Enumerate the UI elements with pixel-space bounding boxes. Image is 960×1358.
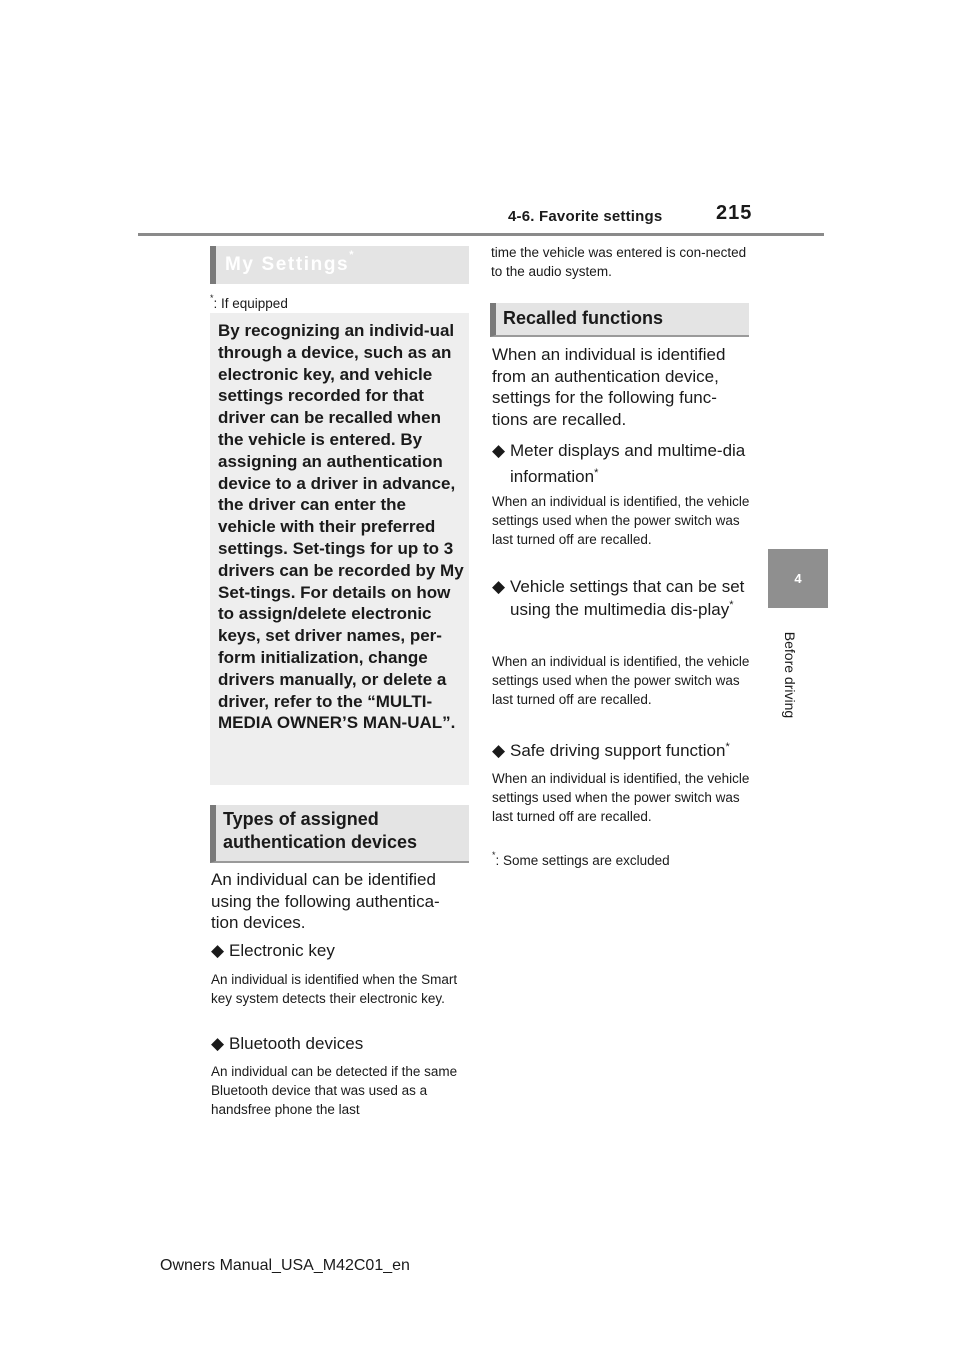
- vehicle-settings-desc: When an individual is identified, the vehicle settings used when the power switch was last turned off are recalled.: [492, 654, 750, 707]
- bluetooth-desc-continued: time the vehicle was entered is con-nected to the audio system.: [491, 245, 747, 279]
- meter-desc: When an individual is identified, the vehicle settings used when the power switch was last turned off are recalled.: [492, 494, 750, 547]
- chapter-label: Before driving: [782, 631, 798, 719]
- asterisk: *: [349, 249, 356, 261]
- intro-text: By recognizing an individ-ual through a device, such as an electronic key, and vehicle settings recorded for that driver can be recalled when the vehicle is entered. By assigning an authentication device to a driver in advance, the driver can enter the vehicle with their preferred settings. Set-tings for up to 3 drivers can be recorded by My Set-tings. For details on how to assign/delete electronic keys, set driver names, per-form initialization, change drivers manually, or delete a driver, refer to the “MULTI-MEDIA OWNER’S MAN-UAL”.: [218, 321, 464, 733]
- footer-manual-id: Owners Manual_USA_M42C01_en: [160, 1257, 410, 1274]
- my-settings-heading-text: My Settings*: [225, 249, 356, 275]
- recalled-heading: [490, 303, 749, 337]
- section-title: 4-6. Favorite settings: [508, 208, 663, 225]
- recalled-body: When an individual is identified from an authentication device, settings for the following func-tions are recalled.: [492, 345, 726, 429]
- recalled-heading-text: Recalled functions: [503, 308, 664, 328]
- diamond-bullet-icon: ◆: [492, 741, 506, 760]
- bullet-vehicle-settings: ◆ Vehicle settings that can be set using the multimedia dis-play*: [492, 577, 745, 619]
- chapter-number: 4: [794, 571, 802, 586]
- diamond-bullet-icon: ◆: [492, 577, 506, 596]
- my-settings-heading: [210, 246, 469, 284]
- types-body: An individual can be identified using the following authentica-tion devices.: [211, 870, 440, 932]
- bullet-safe-driving: ◆ Safe driving support function*: [492, 741, 730, 760]
- types-heading-text: Types of assigned authentication devices: [223, 809, 418, 852]
- bluetooth-desc: An individual can be detected if the same Bluetooth device that was used as a handsfree phone the last: [211, 1064, 458, 1117]
- excluded-note: *: Some settings are excluded: [492, 850, 670, 868]
- safe-driving-desc: When an individual is identified, the vehicle settings used when the power switch was last turned off are recalled.: [492, 771, 750, 824]
- bullet-electronic-key: ◆ Electronic key: [211, 941, 335, 960]
- bullet-meter: ◆ Meter displays and multime-dia information*: [492, 438, 747, 490]
- bullet-bluetooth: ◆ Bluetooth devices: [211, 1034, 364, 1053]
- header-rule: [138, 233, 824, 236]
- diamond-bullet-icon: ◆: [211, 1034, 225, 1053]
- if-equipped-note: *: If equipped: [210, 293, 288, 311]
- diamond-bullet-icon: ◆: [211, 941, 225, 960]
- intro-box: [210, 313, 469, 785]
- electronic-key-desc: An individual is identified when the Smart key system detects their electronic key.: [211, 972, 458, 1006]
- chapter-tab: [768, 549, 828, 608]
- types-heading: [210, 805, 469, 863]
- diamond-bullet-icon: ◆: [492, 441, 506, 460]
- page-number: 215: [716, 202, 753, 224]
